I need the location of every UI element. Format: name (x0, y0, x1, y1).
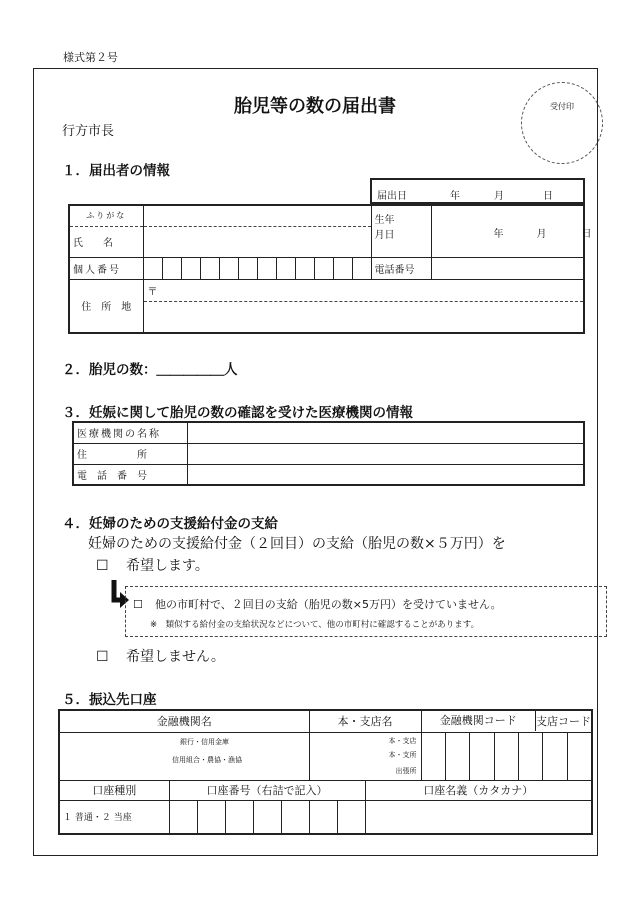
facility-address-label: 住 所 (73, 443, 187, 464)
bank-table (58, 709, 593, 835)
other-municipality-text: 他の市町村で、２回目の支給（胎児の数×5万円）を受けていません。 (155, 598, 502, 611)
section5-heading: ５．振込先口座 (62, 692, 157, 708)
code-digits[interactable] (421, 732, 592, 780)
facility-phone-input[interactable] (187, 464, 584, 485)
birth-day-label: 日 (581, 229, 592, 240)
fetus-count-unit: 人 (224, 362, 238, 378)
account-digit[interactable] (337, 800, 365, 834)
section1-heading: １．届出者の情報 (62, 163, 170, 179)
account-digit[interactable] (281, 800, 309, 834)
stamp-label: 受付印 (550, 102, 574, 111)
account-holder-input[interactable] (365, 800, 592, 834)
section3-heading: ３．妊娠に関して胎児の数の確認を受けた医療機関の情報 (62, 405, 413, 421)
birth-month-label: 月 (536, 229, 547, 240)
option-yes[interactable] (96, 555, 209, 575)
branch-type-3: 出張所 (395, 766, 417, 775)
account-type-header: 口座種別 (59, 780, 169, 800)
branch-type-1: 本・支店 (388, 736, 417, 745)
account-digit[interactable] (253, 800, 281, 834)
phone-label: 電話番号 (371, 257, 431, 279)
birth-label-2: 月日 (371, 226, 431, 257)
fetus-count-input[interactable]: ＿＿＿＿＿ (156, 362, 224, 378)
facility-address-input[interactable] (187, 443, 584, 464)
confirmation-note: ※ 類似する給付金の支給状況などについて、他の市町村に確認することがあります。 (150, 620, 480, 630)
branch-input[interactable] (309, 732, 421, 780)
checkbox-other[interactable]: ☐ (133, 598, 143, 611)
account-holder-header: 口座名義（カタカナ） (365, 780, 592, 800)
page-title: 胎児等の数の届出書 (234, 96, 396, 117)
option-yes-label: 希望します。 (126, 558, 209, 574)
account-digit[interactable] (309, 800, 337, 834)
section4-heading: ４．妊婦のための支援給付金の支給 (62, 516, 278, 532)
furigana-input[interactable] (143, 205, 371, 226)
codes-header (421, 710, 592, 732)
other-municipality-box (125, 586, 607, 637)
account-number-header: 口座番号（右詰で記入） (169, 780, 365, 800)
phone-input[interactable] (431, 257, 584, 279)
bank-type-2: 信用組合・農協・漁協 (172, 755, 242, 764)
facility-phone-label: 電 話 番 号 (73, 464, 187, 485)
applicant-table (68, 204, 592, 334)
month-label: 月 (494, 191, 504, 202)
section2-heading (62, 358, 238, 378)
day-label: 日 (543, 191, 553, 202)
birth-year-label: 年 (493, 229, 504, 240)
bank-name-header: 金融機関名 (59, 710, 309, 732)
furigana-label: ふりがな (69, 205, 143, 226)
bank-code-header: 金融機関コード (422, 711, 536, 731)
birth-date-input[interactable] (431, 205, 592, 257)
account-digit[interactable] (225, 800, 253, 834)
submit-date-box[interactable] (370, 178, 585, 204)
mynumber-input[interactable] (143, 257, 371, 279)
mynumber-label: 個人番号 (69, 257, 143, 279)
bank-type-1: 銀行・信用金庫 (180, 737, 229, 746)
checkbox-no[interactable]: ☐ (96, 649, 109, 665)
account-digit[interactable] (169, 800, 197, 834)
option-no[interactable] (96, 646, 225, 666)
option-no-label: 希望しません。 (126, 649, 225, 665)
bank-name-input[interactable] (59, 732, 309, 780)
account-digit[interactable] (197, 800, 225, 834)
birth-label-1: 生年 (371, 205, 431, 226)
benefit-description: 妊婦のための支援給付金（２回目）の支給（胎児の数×５万円）を (88, 536, 506, 552)
branch-code-header: 支店コード (536, 715, 591, 729)
reception-stamp-area (521, 82, 603, 164)
facility-label: 医療機関の名称 (73, 422, 187, 443)
account-type-value[interactable]: １ 普通・２ 当座 (59, 800, 169, 834)
form-code: 様式第２号 (63, 51, 118, 64)
postal-mark: 〒 (144, 280, 584, 302)
medical-table (72, 421, 585, 486)
name-label: 氏 名 (69, 226, 143, 257)
checkbox-yes[interactable]: ☐ (96, 558, 109, 574)
fetus-count-label: ２．胎児の数： (62, 362, 157, 378)
facility-input[interactable] (187, 422, 584, 443)
year-label: 年 (450, 191, 460, 202)
branch-header: 本・支店名 (309, 710, 421, 732)
address-label: 住 所 地 (69, 279, 143, 333)
name-input[interactable] (143, 226, 371, 257)
addressee: 行方市長 (62, 124, 115, 139)
address-input[interactable] (143, 279, 584, 333)
submit-date-label: 届出日 (377, 191, 407, 202)
branch-type-2: 本・支所 (388, 750, 417, 759)
